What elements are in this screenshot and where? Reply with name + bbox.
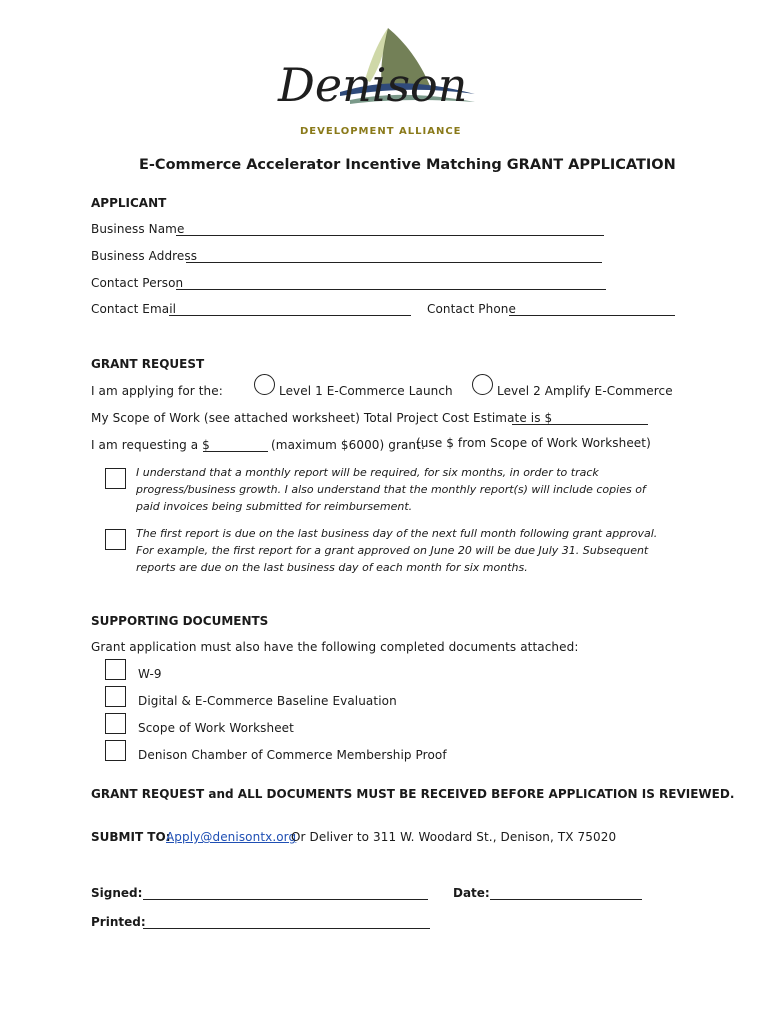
project-cost-field[interactable] — [512, 424, 648, 425]
applying-for-label: I am applying for the: — [91, 384, 223, 398]
business-address-label: Business Address — [91, 249, 198, 263]
requesting-label: I am requesting a $ — [91, 438, 210, 452]
doc-checkbox-baseline[interactable] — [105, 686, 126, 707]
applicant-heading: APPLICANT — [91, 196, 167, 210]
contact-person-label: Contact Person — [91, 276, 184, 290]
supporting-intro: Grant application must also have the following completed documents attached: — [91, 640, 579, 654]
requesting-max-label: (maximum $6000) grant. — [271, 438, 425, 452]
business-name-field[interactable] — [176, 235, 604, 236]
page-title: E-Commerce Accelerator Incentive Matching GRANT APPLICATION — [139, 157, 676, 173]
signed-label: Signed: — [91, 886, 143, 900]
ack1-text: I understand that a monthly report will be required, for six months, in order to track progress/business growth. I also understand that the monthly report(s) will include copies of paid invoices being submitted for reimbursement. — [136, 466, 646, 513]
date-label: Date: — [453, 886, 490, 900]
submit-address: Or Deliver to 311 W. Woodard St., Denison, TX 75020 — [291, 830, 617, 844]
grant-request-heading: GRANT REQUEST — [91, 357, 205, 371]
submit-email-link[interactable]: Apply@denisontx.org — [166, 830, 297, 844]
logo-wordmark: Denison — [278, 58, 468, 112]
contact-phone-label: Contact Phone — [427, 302, 516, 316]
doc-label-scope: Scope of Work Worksheet — [138, 721, 294, 735]
doc-label-membership: Denison Chamber of Commerce Membership Proof — [138, 748, 447, 762]
printed-field[interactable] — [143, 928, 430, 929]
doc-checkbox-scope[interactable] — [105, 713, 126, 734]
ack2-text: The first report is due on the last business day of the next full month following grant approval. For example, the first report for a grant approved on June 20 will be due July 31. Subsequent reports are due on the last business day of each month for six months. — [136, 527, 658, 574]
logo-subtitle: DEVELOPMENT ALLIANCE — [300, 126, 462, 137]
contact-person-field[interactable] — [176, 289, 606, 290]
business-address-field[interactable] — [186, 262, 602, 263]
level1-label: Level 1 E-Commerce Launch — [279, 384, 453, 398]
contact-phone-field[interactable] — [509, 315, 675, 316]
requesting-note: (use $ from Scope of Work Worksheet) — [416, 436, 651, 450]
review-notice: GRANT REQUEST and ALL DOCUMENTS MUST BE RECEIVED BEFORE APPLICATION IS REVIEWED. — [91, 787, 735, 801]
level2-label: Level 2 Amplify E-Commerce — [497, 384, 673, 398]
submit-label: SUBMIT TO: — [91, 830, 171, 844]
date-field[interactable] — [490, 899, 642, 900]
level1-radio[interactable] — [254, 374, 275, 395]
logo — [270, 22, 500, 142]
doc-label-w9: W-9 — [138, 667, 162, 681]
printed-label: Printed: — [91, 915, 146, 929]
business-name-label: Business Name — [91, 222, 185, 236]
signed-field[interactable] — [143, 899, 428, 900]
doc-checkbox-membership[interactable] — [105, 740, 126, 761]
doc-label-baseline: Digital & E-Commerce Baseline Evaluation — [138, 694, 397, 708]
contact-email-label: Contact Email — [91, 302, 177, 316]
ack1-checkbox[interactable] — [105, 468, 126, 489]
level2-radio[interactable] — [472, 374, 493, 395]
requested-amount-field[interactable] — [203, 451, 268, 452]
contact-email-field[interactable] — [169, 315, 411, 316]
ack2-checkbox[interactable] — [105, 529, 126, 550]
scope-cost-label: My Scope of Work (see attached worksheet) Total Project Cost Estimate is $ — [91, 411, 553, 425]
doc-checkbox-w9[interactable] — [105, 659, 126, 680]
supporting-heading: SUPPORTING DOCUMENTS — [91, 614, 269, 628]
